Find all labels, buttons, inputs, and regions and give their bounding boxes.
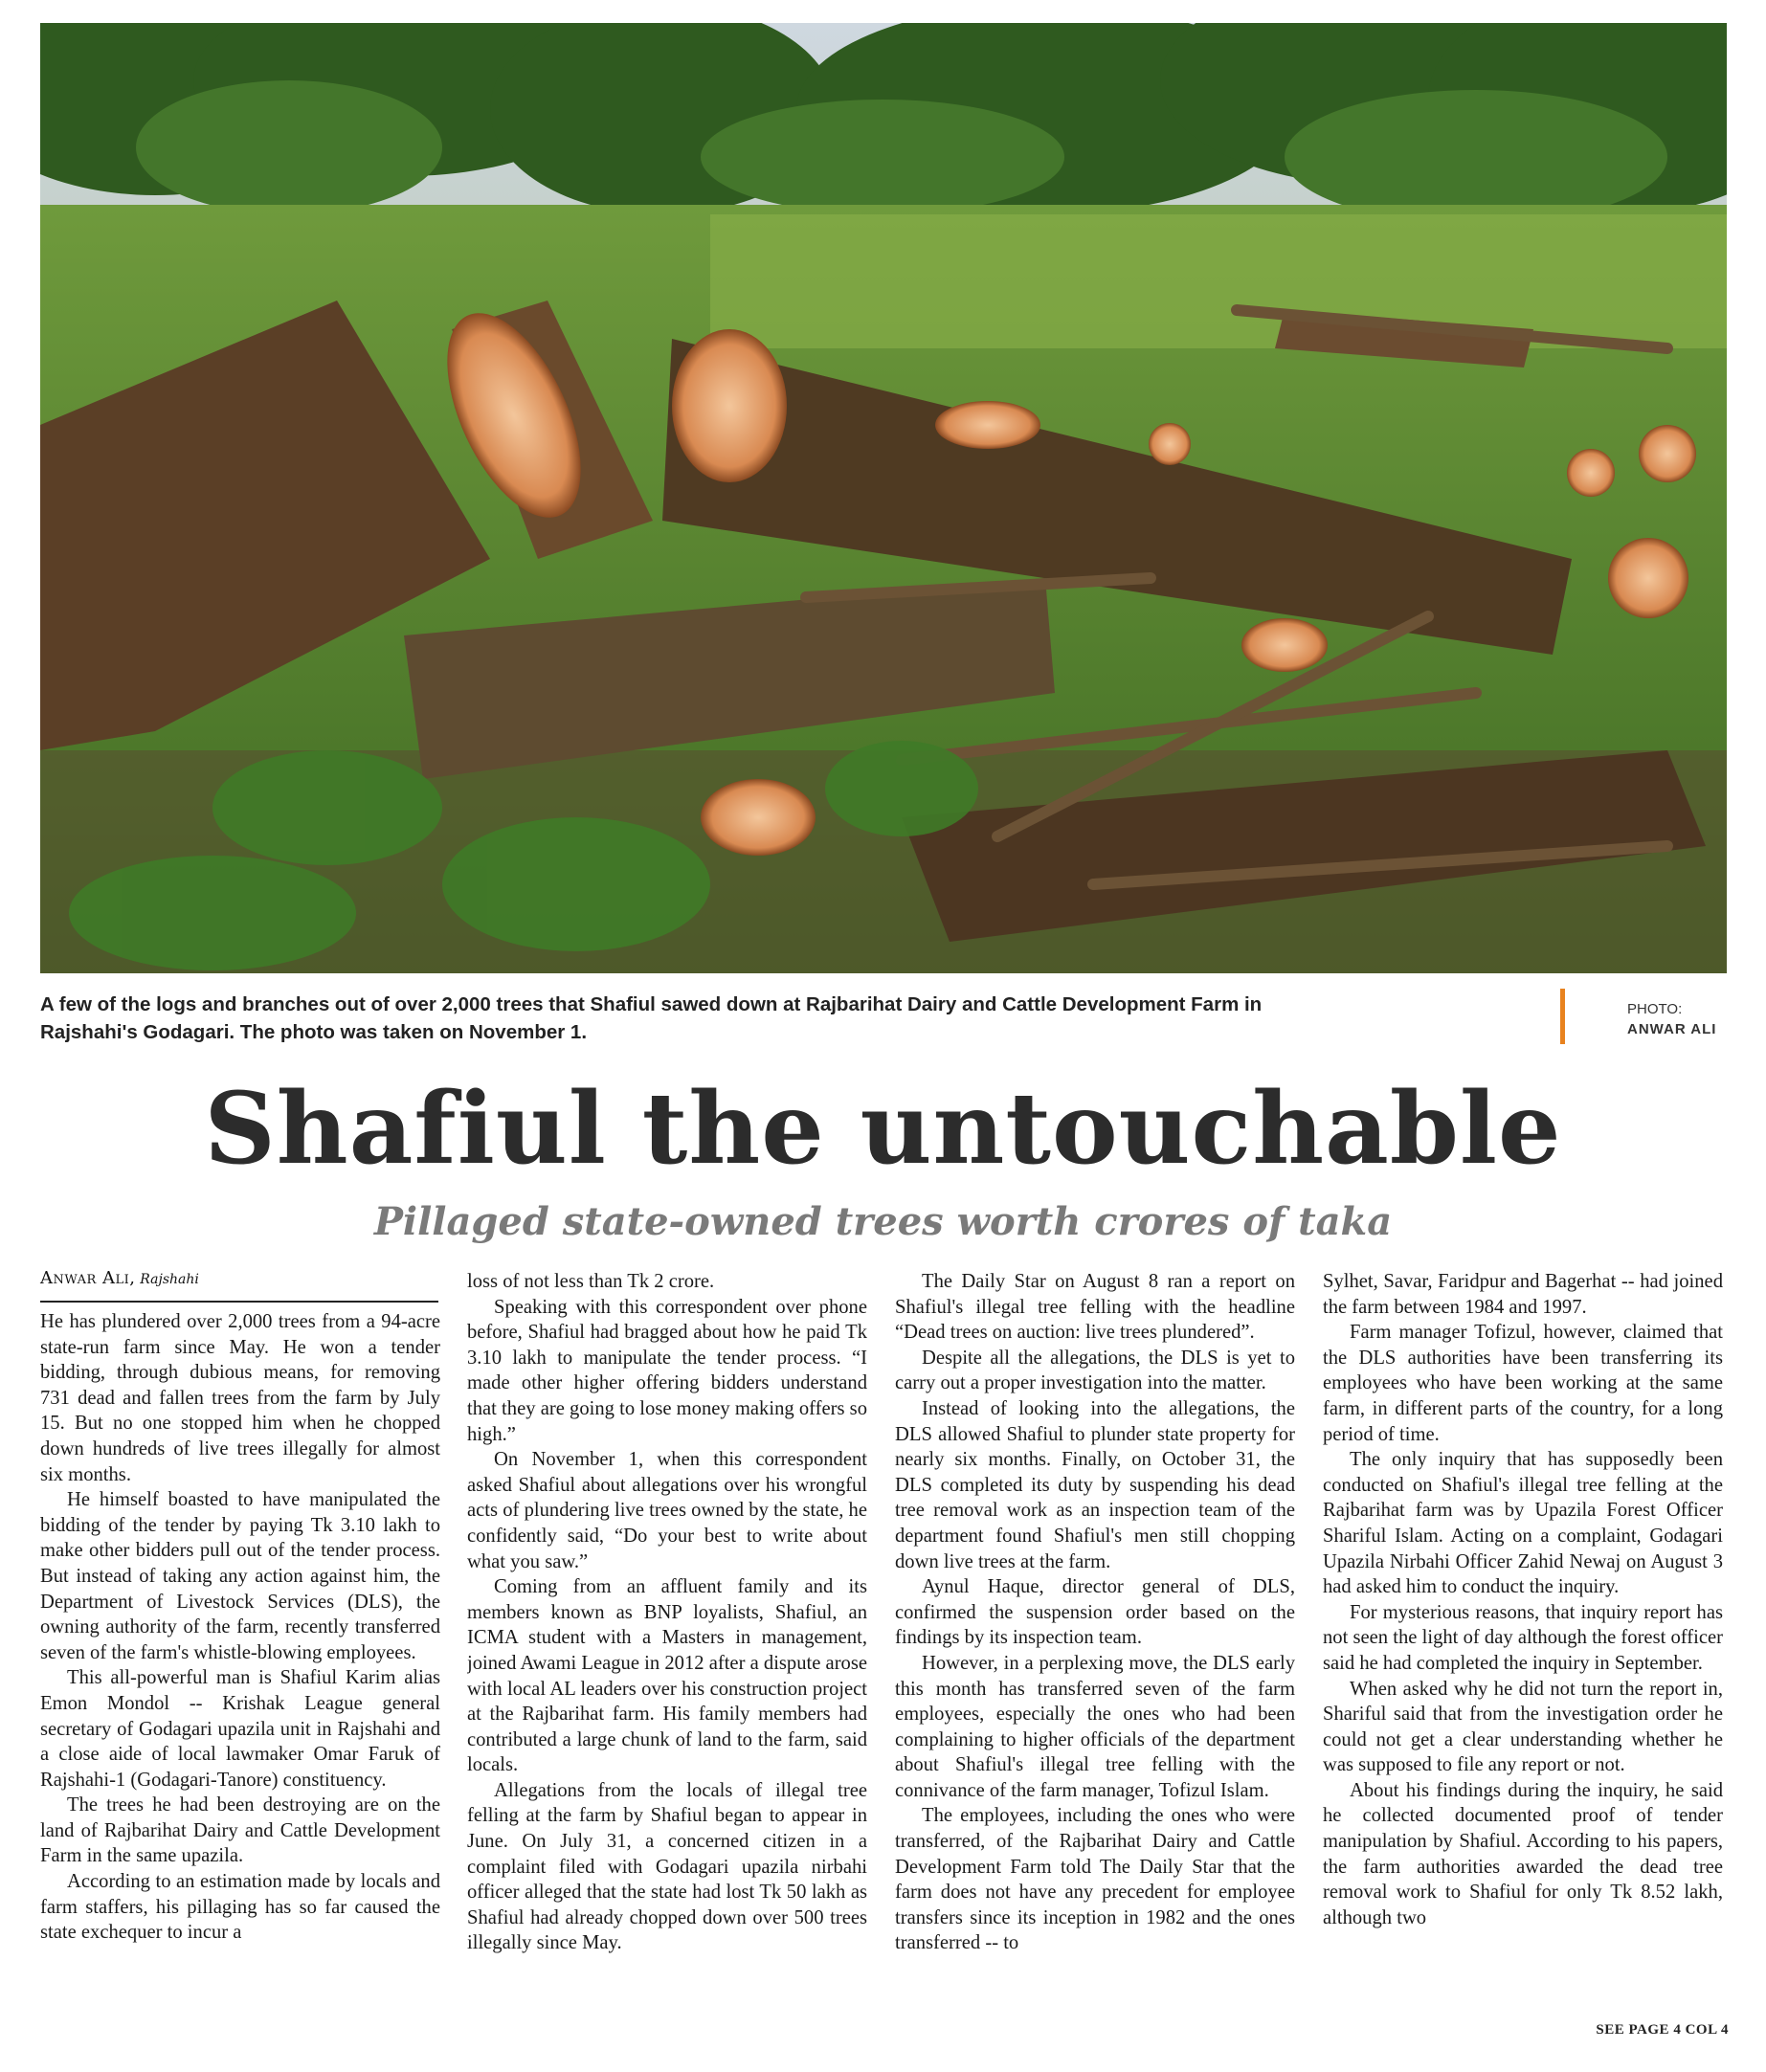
article-column-4	[1323, 1269, 1723, 2016]
paragraph: The employees, including the ones who were transferred, of the Rajbarihat Dairy and Cattle Development Farm told The Daily Star that the farm does not have any precedent for employee transfers since its inception in 1982 and the ones transferred -- to	[895, 1805, 1295, 1954]
paragraph: Speaking with this correspondent over phone before, Shafiul had bragged about how he paid Tk 3.10 lakh to manipulate the tender process. “I made other higher offering bidders understand that they are going to lose money making offers so high.”	[467, 1296, 867, 1445]
paragraph: However, in a perplexing move, the DLS early this month has transferred seven of the farm employees, especially the ones who had been complaining to higher officials of the department about Shafiul's illegal tree felling with the connivance of the farm manager, Tofizul Islam.	[895, 1652, 1295, 1801]
photo-caption: A few of the logs and branches out of over 2,000 trees that Shafiul sawed down at Rajbarihat Dairy and Cattle Development Farm in Rajshahi's Godagari. The photo was taken on November 1.	[40, 993, 1263, 1043]
caption-divider	[1560, 989, 1565, 1044]
paragraph: Coming from an affluent family and its members known as BNP loyalists, Shafiul, an ICMA student with a Masters in management, joined Awami League in 2012 after a dispute arose with local AL leaders over his construction project at the Rajbarihat farm. His family members had contributed a large chunk of land to the farm, said locals.	[467, 1576, 867, 1776]
photo-credit-label: PHOTO:	[1627, 1001, 1683, 1017]
paragraph: Sylhet, Savar, Faridpur and Bagerhat -- had joined the farm between 1984 and 1997.	[1323, 1271, 1723, 1318]
paragraph: The only inquiry that has supposedly been conducted on Shafiul's illegal tree felling at the Rajbarihat farm was by Upazila Forest Officer Shariful Islam. Acting on a complaint, Godagari Upazila Nirbahi Officer Zahid Newaj on August 3 had asked him to conduct the inquiry.	[1323, 1449, 1723, 1598]
jump-line: SEE PAGE 4 COL 4	[1596, 2022, 1729, 2038]
paragraph: loss of not less than Tk 2 crore.	[467, 1271, 715, 1292]
photo-credit	[1627, 999, 1742, 1039]
paragraph: Aynul Haque, director general of DLS, confirmed the suspension order based on the findings by its inspection team.	[895, 1576, 1295, 1649]
headline: Shafiul the untouchable	[204, 1071, 1562, 1187]
paragraph: Instead of looking into the allegations, the DLS allowed Shafiul to plunder state property for nearly six months. Finally, on October 31, the DLS completed its duty by suspending his dead tree removal work as an inspection team of the department found Shafiul's men still chopping down live trees at the farm.	[895, 1397, 1295, 1572]
paragraph: He himself boasted to have manipulated the bidding of the tender by paying Tk 3.10 lakh to make other bidders pull out of the tender process. But instead of taking any action against him, the Department of Livestock Services (DLS), the owning authority of the farm, recently transferred seven of the farm's whistle-blowing employees.	[40, 1489, 440, 1663]
byline	[40, 1268, 442, 1290]
paragraph: He has plundered over 2,000 trees from a 94-acre state-run farm since May. He won a tender bidding, through dubious means, for removing 731 dead and fallen trees from the farm by July 15. But no one stopped him when he chopped down hundreds of live trees illegally for almost six months.	[40, 1311, 440, 1485]
paragraph: Despite all the allegations, the DLS is yet to carry out a proper investigation into the matter.	[895, 1347, 1295, 1394]
article-column-3	[895, 1269, 1295, 2056]
byline-place: Rajshahi	[140, 1272, 199, 1287]
paragraph: According to an estimation made by locals and farm staffers, his pillaging has so far caused the state exchequer to incur a	[40, 1871, 440, 1944]
photo-credit-name: ANWAR ALI	[1627, 1021, 1717, 1037]
paragraph: About his findings during the inquiry, he said he collected documented proof of tender manipulation by Shafiul. According to his papers, the farm authorities awarded the dead tree removal work to Shafiul for only Tk 8.52 lakh, although two	[1323, 1779, 1723, 1928]
paragraph: When asked why he did not turn the report in, Shariful said that from the investigation order he could not get a clear understanding whether he was supposed to file any report or not.	[1323, 1678, 1723, 1776]
paragraph: The Daily Star on August 8 ran a report on Shafiul's illegal tree felling with the headline “Dead trees on auction: live trees plundered”.	[895, 1271, 1295, 1344]
byline-author: Anwar Ali,	[40, 1268, 136, 1288]
paragraph: For mysterious reasons, that inquiry report has not seen the light of day although the forest officer said he had completed the inquiry in September.	[1323, 1601, 1723, 1674]
paragraph: This all-powerful man is Shafiul Karim alias Emon Mondol -- Krishak League general secretary of Godagari upazila unit in Rajshahi and a close aide of local lawmaker Omar Faruk of Rajshahi-1 (Godagari-Tanore) constituency.	[40, 1667, 440, 1791]
paragraph: On November 1, when this correspondent asked Shafiul about allegations over his wrongful acts of plundering live trees owned by the state, he confidently said, “Do your best to write about what you saw.”	[467, 1449, 867, 1572]
paragraph: Farm manager Tofizul, however, claimed that the DLS authorities have been transferring its employees who have been working at the same farm, in different parts of the country, for a long period of time.	[1323, 1322, 1723, 1445]
article-column-2	[467, 1269, 867, 2056]
subheadline: Pillaged state-owned trees worth crores of taka	[373, 1199, 1393, 1244]
paragraph: Allegations from the locals of illegal tree felling at the farm by Shafiul began to appear in June. On July 31, a concerned citizen in a complaint filed with Godagari upazila nirbahi officer alleged that the state had lost Tk 50 lakh as Shafiul had already chopped down over 500 trees illegally since May.	[467, 1779, 867, 1954]
news-photo	[40, 23, 1727, 973]
byline-divider	[40, 1301, 438, 1303]
paragraph: The trees he had been destroying are on the land of Rajbarihat Dairy and Cattle Development Farm in the same upazila.	[40, 1794, 440, 1867]
felled-tree-logs-photo	[40, 23, 1727, 973]
article-column-1	[40, 1309, 440, 2056]
